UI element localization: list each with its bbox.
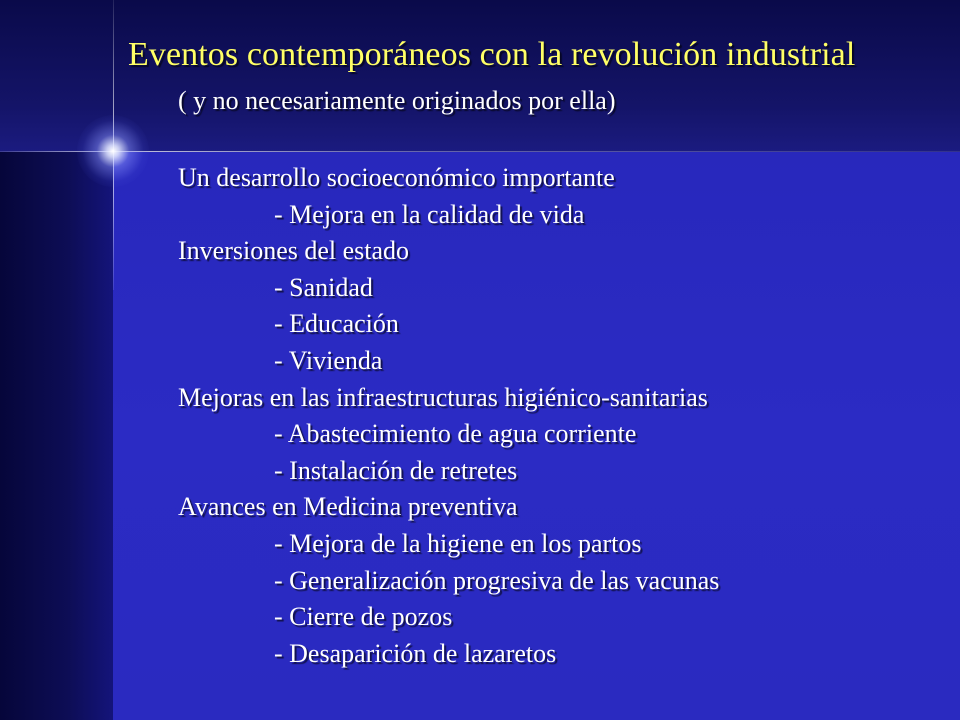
list-item-subpoint: - Abastecimiento de agua corriente — [274, 419, 637, 449]
list-item-subpoint: - Mejora de la higiene en los partos — [274, 528, 642, 558]
list-item-heading: Inversiones del estado — [178, 236, 410, 266]
list-item-subpoint: - Mejora en la calidad de vida — [274, 199, 585, 229]
list-item-heading: Avances en Medicina preventiva — [178, 492, 518, 522]
list-item-subpoint: - Sanidad — [274, 272, 373, 302]
slide-content-list — [178, 160, 719, 672]
list-item-heading: Mejoras en las infraestructuras higiénico-sanitarias — [178, 382, 708, 412]
list-item-subpoint: - Instalación de retretes — [274, 455, 518, 485]
list-item-subpoint: - Educación — [274, 309, 399, 339]
list-item-subpoint: - Desaparición de lazaretos — [274, 638, 557, 668]
light-flare-icon — [77, 115, 149, 187]
list-item-subpoint: - Cierre de pozos — [274, 602, 453, 632]
list-item-subpoint: - Generalización progresiva de las vacunas — [274, 565, 720, 595]
top-decorative-band — [0, 0, 960, 152]
slide-subtitle: ( y no necesariamente originados por ella) — [178, 86, 616, 115]
list-item-subpoint: - Vivienda — [274, 345, 383, 375]
slide-title: Eventos contemporáneos con la revolución industrial — [128, 36, 856, 73]
list-item-heading: Un desarrollo socioeconómico importante — [178, 163, 615, 192]
